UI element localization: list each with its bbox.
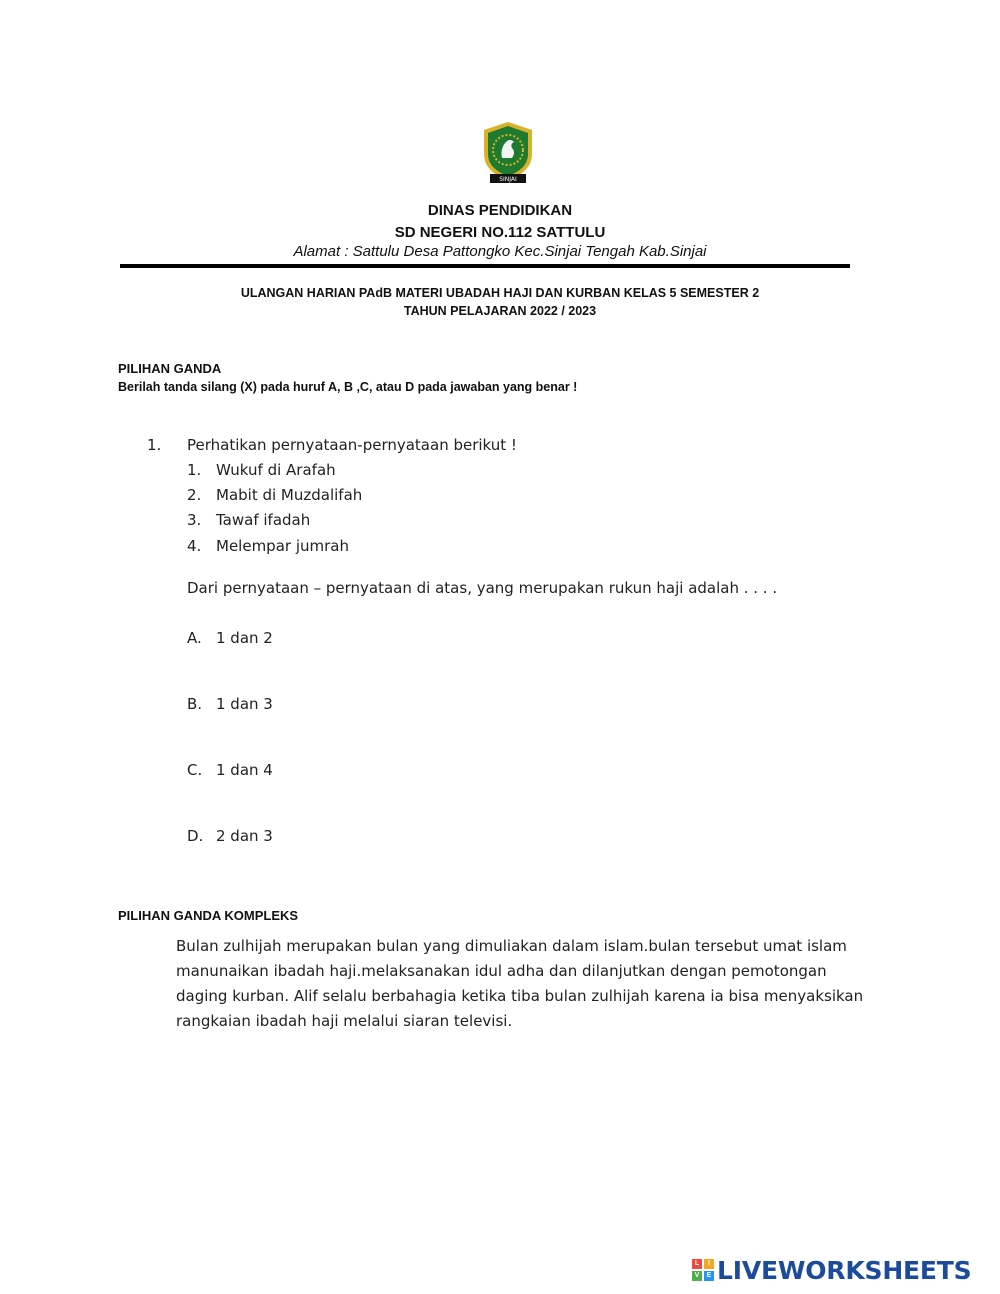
section-heading-multiple-choice: PILIHAN GANDA	[118, 361, 222, 376]
section-heading-complex-choice: PILIHAN GANDA KOMPLEKS	[118, 908, 299, 923]
school-address: Alamat : Sattulu Desa Pattongko Kec.Sinjai Tengah Kab.Sinjai	[293, 243, 707, 260]
statement-text: Melempar jumrah	[216, 537, 349, 555]
statement-text: Tawaf ifadah	[216, 511, 311, 529]
option-a-text[interactable]: 1 dan 2	[216, 629, 273, 647]
statement-number: 3.	[187, 511, 202, 529]
statement-text: Wukuf di Arafah	[216, 461, 336, 479]
exam-title: ULANGAN HARIAN PAdB MATERI UBADAH HAJI DAN KURBAN KELAS 5 SEMESTER 2	[240, 286, 760, 300]
statement-number: 1.	[187, 461, 202, 479]
option-b-text[interactable]: 1 dan 3	[216, 695, 273, 713]
header-divider	[120, 264, 850, 268]
logo-grid-cell: I	[704, 1259, 714, 1269]
instructions: Berilah tanda silang (X) pada huruf A, B ,C, atau D pada jawaban yang benar !	[118, 380, 578, 394]
option-a-letter[interactable]: A.	[187, 629, 202, 647]
option-d-text[interactable]: 2 dan 3	[216, 827, 273, 845]
logo-grid-cell: L	[692, 1259, 702, 1269]
liveworksheets-logo	[692, 1255, 971, 1285]
statement-number: 4.	[187, 537, 202, 555]
reading-passage: Bulan zulhijah merupakan bulan yang dimuliakan dalam islam.bulan tersebut umat islam manunaikan ibadah haji.melaksanakan idul adha dan dilanjutkan dengan pemotongan daging kurban. Alif selalu berbahagia ketika tiba bulan zulhijah karena ia bisa menyaksikan rangkaian ibadah haji melalui siaran televisi.	[176, 937, 864, 1030]
brand-name: LIVEWORKSHEETS	[717, 1255, 972, 1285]
agency-name: DINAS PENDIDIKAN	[427, 202, 573, 219]
liveworksheets-logo-icon	[692, 1259, 714, 1281]
option-b-letter[interactable]: B.	[187, 695, 203, 713]
logo-grid-cell: E	[704, 1271, 714, 1281]
school-name: SD NEGERI NO.112 SATTULU	[394, 224, 606, 241]
option-c-letter[interactable]: C.	[187, 761, 203, 779]
emblem-banner-text: SINJAI	[499, 176, 517, 183]
statement-number: 2.	[187, 486, 202, 504]
question-stem: Dari pernyataan – pernyataan di atas, yang merupakan rukun haji adalah . . . .	[187, 579, 778, 597]
option-c-text[interactable]: 1 dan 4	[216, 761, 273, 779]
question-text: Perhatikan pernyataan-pernyataan berikut !	[187, 436, 517, 454]
logo-grid-cell: V	[692, 1271, 702, 1281]
question-number: 1.	[147, 436, 162, 454]
exam-year: TAHUN PELAJARAN 2022 / 2023	[403, 304, 597, 318]
statement-text: Mabit di Muzdalifah	[216, 486, 363, 504]
sinjai-regency-emblem-icon	[480, 120, 536, 186]
option-d-letter[interactable]: D.	[187, 827, 204, 845]
